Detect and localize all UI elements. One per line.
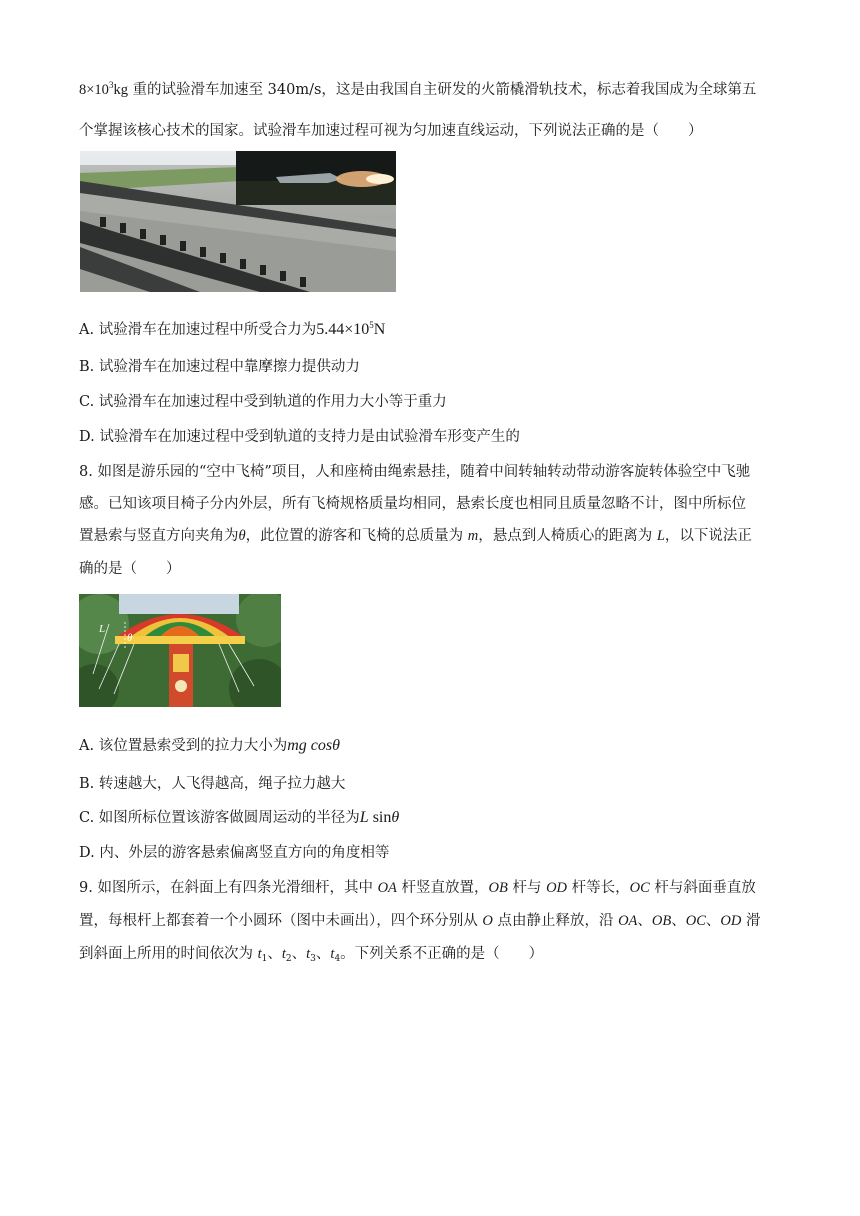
- q8-option-a: A. 该位置悬索受到的拉力大小为mg cosθ: [79, 737, 340, 754]
- label-L: L: [99, 623, 106, 635]
- q7-line-1: $8\times 10^3kg$ 重的试验滑车加速至 340m/s，这是由我国自主研发的火箭橇滑轨技术，标志着我国成为全球第五: [79, 80, 757, 98]
- q8-option-b: B. 转速越大，人飞得越高，绳子拉力越大: [79, 776, 346, 792]
- q9-line-1: 9. 如图所示，在斜面上有四条光滑细杆，其中 OA 杆竖直放置，OB 杆与 OD 杆等长，OC 杆与斜面垂直放: [79, 880, 756, 896]
- q7-option-c: C. 试验滑车在加速过程中受到轨道的作用力大小等于重力: [79, 394, 447, 410]
- swing-ride-photo: [79, 594, 281, 707]
- q8-line-2: 感。已知该项目椅子分内外层，所有飞椅规格质量均相同，悬索长度也相同且质量忽略不计，图中所标位: [79, 496, 746, 512]
- rocket-sled-photo: [80, 151, 396, 292]
- q8-line-1: 8. 如图是游乐园的“空中飞椅”项目，人和座椅由绳索悬挂，随着中间转轴转动带动游客旋转体验空中飞驰: [79, 464, 751, 480]
- q7-option-a: A. 试验滑车在加速过程中所受合力为$5.44\times 10^5N$: [79, 320, 386, 338]
- q8-line-4: 确的是（ ）: [79, 561, 181, 577]
- q8-line-3: 置悬索与竖直方向夹角为θ，此位置的游客和飞椅的总质量为 m，悬点到人椅质心的距离为 L，以下说法正: [79, 528, 752, 544]
- q7-option-b: B. 试验滑车在加速过程中靠摩擦力提供动力: [79, 359, 360, 375]
- q9-line-3: 到斜面上所用的时间依次为 $t_1$、$t_2$、$t_3$、$t_4$。下列关系不正确的是（ ）: [79, 946, 544, 964]
- q7-line-2: 个掌握该核心技术的国家。试验滑车加速过程可视为匀加速直线运动，下列说法正确的是（ ）: [79, 123, 703, 139]
- q9-line-2: 置，每根杆上都套着一个小圆环（图中未画出），四个环分别从 O 点由静止释放，沿 OA、OB、OC、OD 滑: [79, 913, 761, 929]
- q8-option-c: C. 如图所标位置该游客做圆周运动的半径为L sinθ: [79, 809, 400, 826]
- label-theta: θ: [127, 632, 133, 644]
- mass-value: $8\times 10^3kg$: [79, 80, 128, 98]
- q8-option-d: D. 内、外层的游客悬索偏离竖直方向的角度相等: [79, 845, 390, 861]
- q7-option-d: D. 试验滑车在加速过程中受到轨道的支持力是由试验滑车形变产生的: [79, 429, 520, 445]
